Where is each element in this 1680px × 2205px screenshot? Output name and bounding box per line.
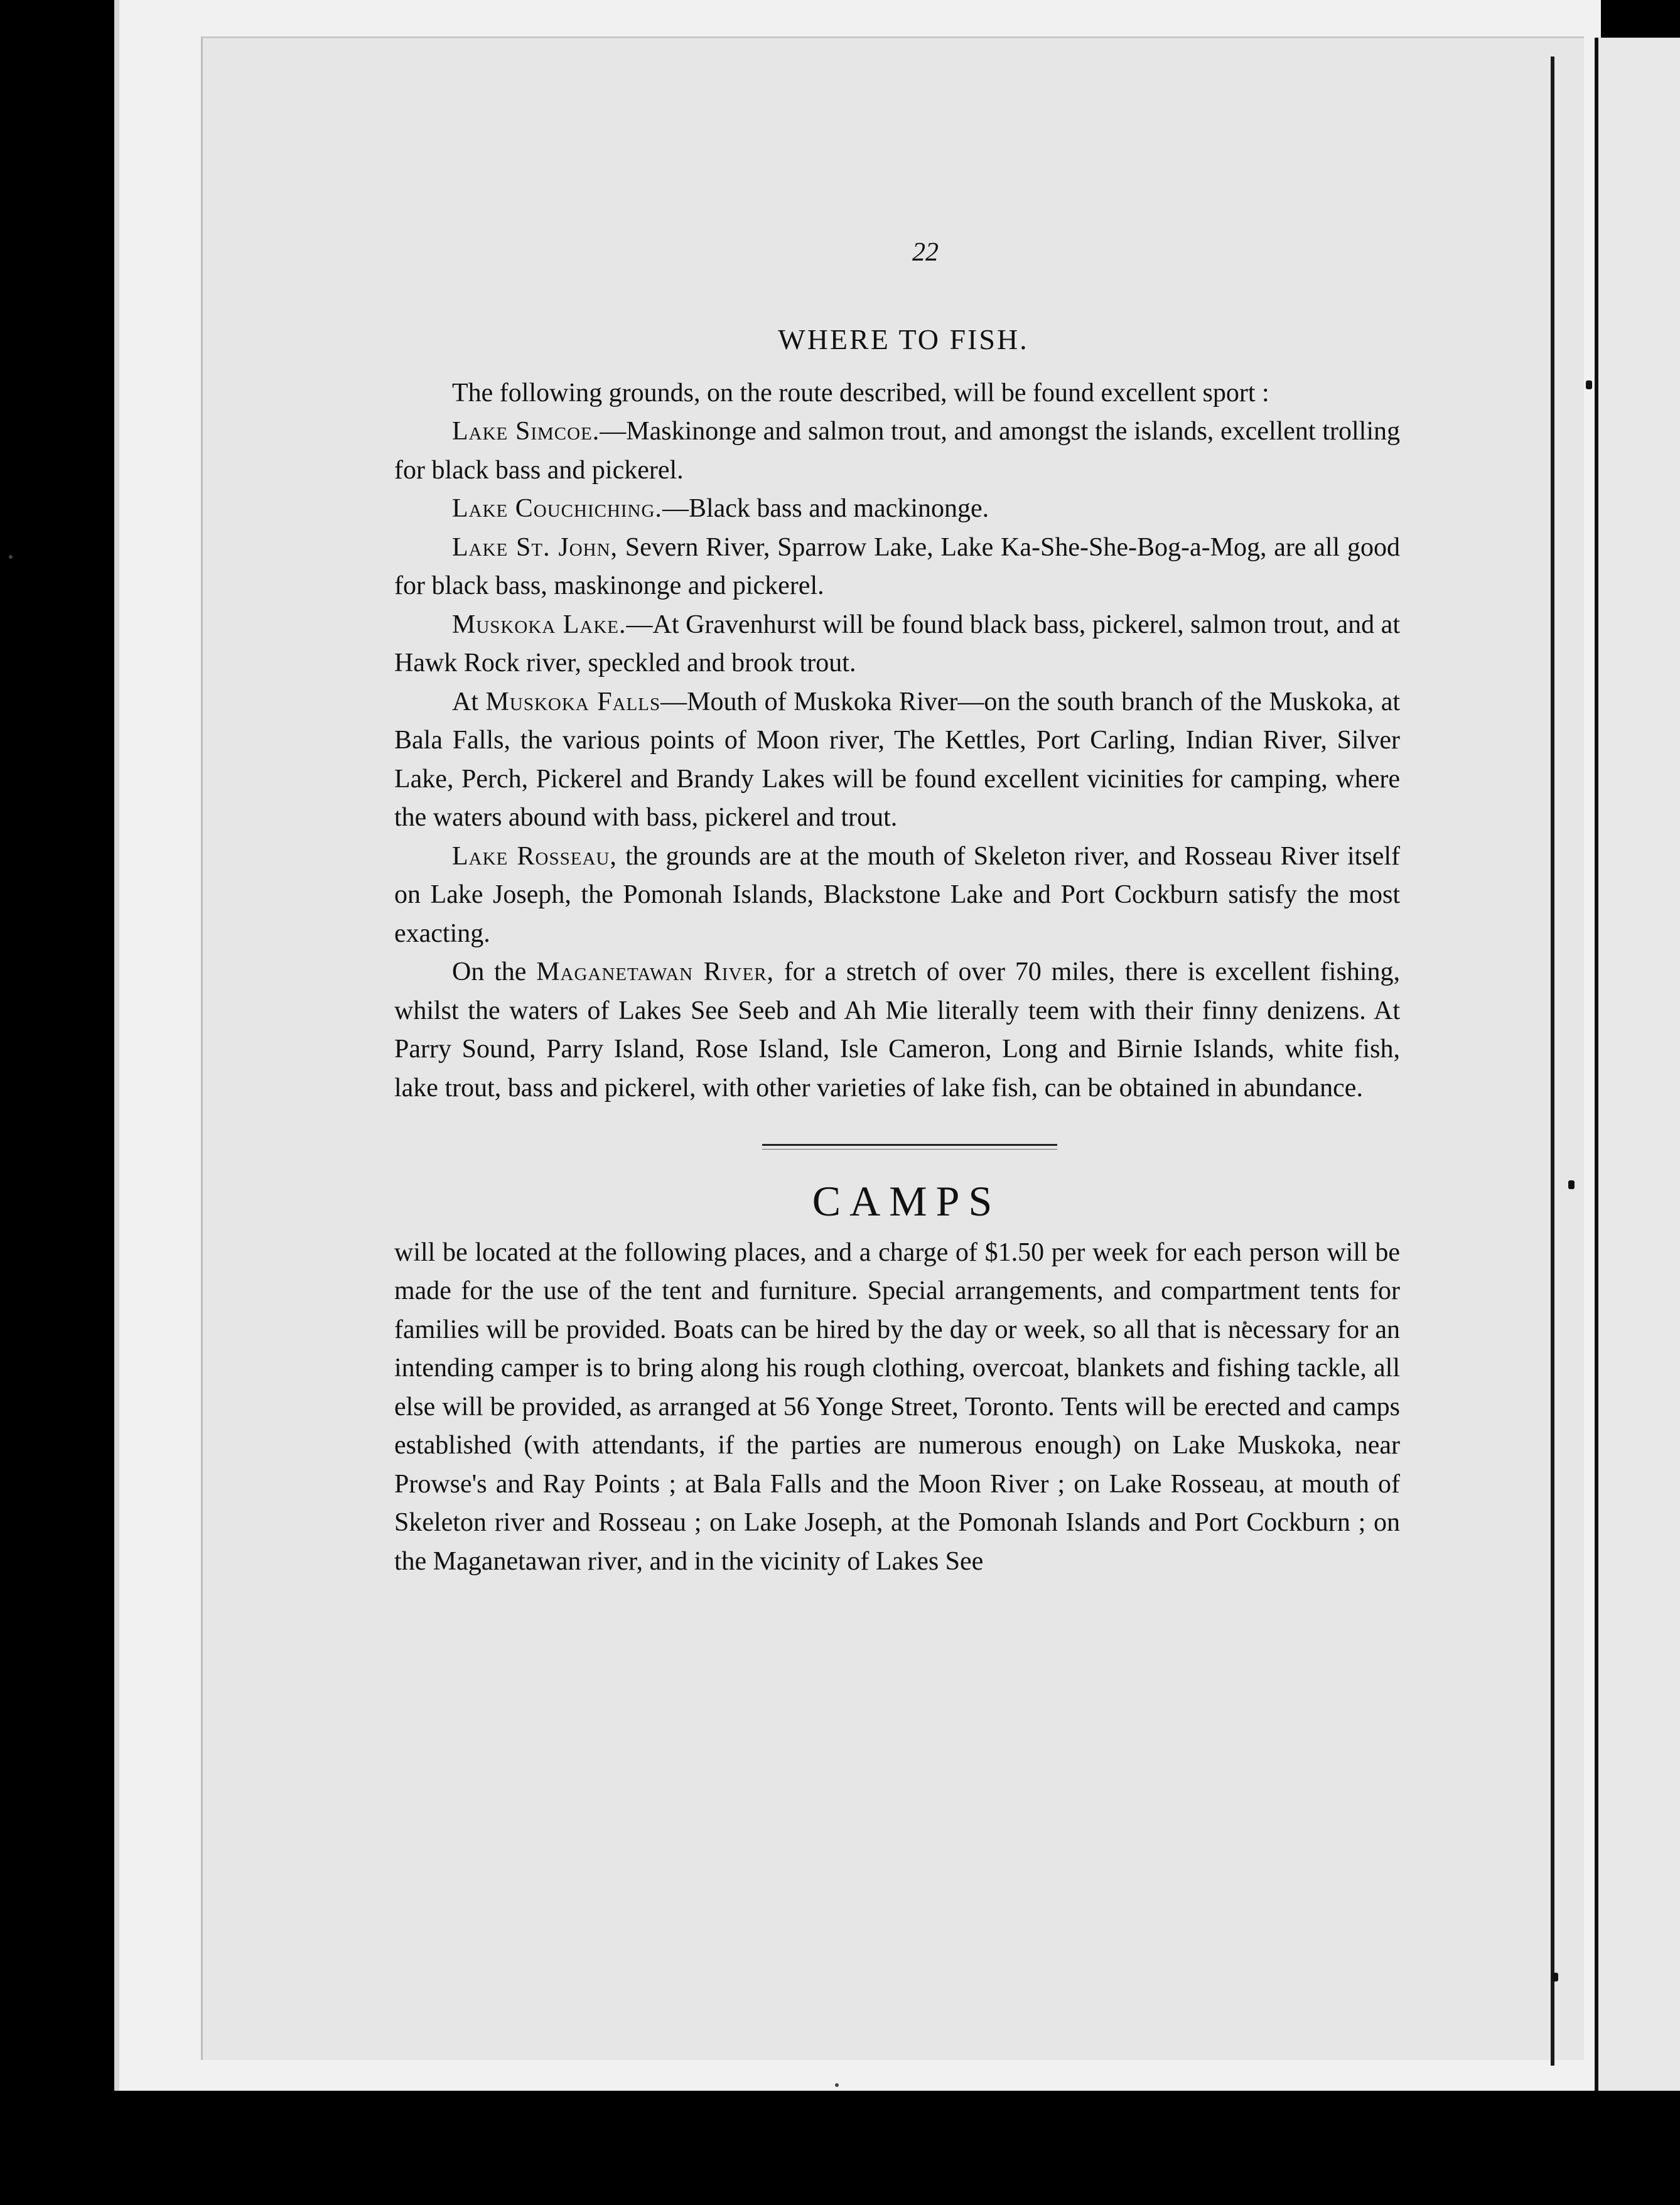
fishing-entry xyxy=(394,529,1400,606)
binding-mark xyxy=(1568,1180,1575,1189)
camps-paragraph: will be located at the following places, and a charge of $1.50 per week for each person will be made for the use of the tent and furniture. Special arrangements, and compartment tents for families will be provided. Boats can be hired by the day or week, so all that is necessary for an intending camper is to bring along his rough clothing, overcoat, blankets and fishing tackle, all else will be provided, as arranged at 56 Yonge Street, Toronto. Tents will be erected and camps established (with attendants, if the parties are numerous enough) on Lake Muskoka, near Prowse's and Ray Points ; at Bala Falls and the Moon River ; on Lake Rosseau, at mouth of Skeleton river and Rosseau ; on Lake Joseph, at the Pomonah Islands and Port Cockburn ; on the Maganetawan river, and in the vicinity of Lakes See xyxy=(394,1237,1400,1576)
entry-lead: On the xyxy=(452,957,537,986)
entry-text: —Maskinonge and salmon trout, and amongst the islands, excellent trolling for black bass and pickerel. xyxy=(394,417,1400,485)
paper-speck xyxy=(835,2083,839,2087)
paper-speck xyxy=(9,555,13,559)
facing-page-line xyxy=(1551,57,1554,2066)
entry-text: —Mouth of Muskoka River—on the south branch of the Muskoka, at Bala Falls, the various points of Moon river, The Kettles, Port Carling, Indian River, Silver Lake, Perch, Pickerel and Brandy Lakes will be found excellent vicinities for camping, where the waters abound with bass, pickerel and trout. xyxy=(394,687,1401,832)
binding-mark xyxy=(1552,1973,1558,1981)
fishing-entry xyxy=(394,412,1400,490)
section-heading: WHERE TO FISH. xyxy=(778,323,1029,355)
entry-text: for a stretch of over 70 miles, there is excellent fishing, whilst the waters of Lakes See Seeb and Ah Mie literally teem with their finny denizens. At Parry Sound, Parry Island, Rose Island, Isle Cameron, Long and Birnie Islands, white fish, lake trout, bass and pickerel, with other varieties of lake fish, can be obtained in abundance. xyxy=(394,957,1400,1102)
entry-place-name: Lake St. John, xyxy=(452,532,618,562)
camps-heading: CAMPS xyxy=(812,1177,1001,1225)
fishing-entry xyxy=(394,953,1400,1108)
section-divider xyxy=(762,1144,1057,1146)
entry-lead: At xyxy=(452,687,486,716)
fishing-entry xyxy=(394,838,1400,954)
entry-text: —At Gravenhurst will be found black bass, pickerel, salmon trout, and at Hawk Rock river, speckled and brook trout. xyxy=(394,610,1400,677)
entry-place-name: Muskoka Falls xyxy=(485,687,661,716)
entry-text: Severn River, Sparrow Lake, Lake Ka-She-She-Bog-a-Mog, are all good for black bass, maskinonge and pickerel. xyxy=(394,532,1400,600)
entry-text: the grounds are at the mouth of Skeleton river, and Rosseau River itself on Lake Joseph, the Pomonah Islands, Blackstone Lake and Port Cockburn satisfy the most exacting. xyxy=(394,841,1400,948)
binding-mark xyxy=(1586,380,1592,389)
fishing-entry xyxy=(394,490,1400,529)
entry-text: —Black bass and mackinonge. xyxy=(662,494,989,523)
entry-place-name: Muskoka Lake. xyxy=(452,610,627,639)
entry-place-name: Maganetawan River, xyxy=(536,957,775,986)
bottom-shadow xyxy=(114,2091,1596,2205)
facing-page-edge xyxy=(1595,38,1680,2091)
fishing-intro: The following grounds, on the route described, will be found excellent sport : xyxy=(452,378,1269,407)
fishing-entry xyxy=(394,683,1400,838)
page-number: 22 xyxy=(912,238,939,267)
fishing-entry xyxy=(394,606,1400,683)
entry-place-name: Lake Simcoe. xyxy=(452,417,600,446)
document-body xyxy=(394,234,1400,1581)
entry-place-name: Lake Couchiching. xyxy=(452,494,662,523)
entry-place-name: Lake Rosseau, xyxy=(452,841,617,871)
